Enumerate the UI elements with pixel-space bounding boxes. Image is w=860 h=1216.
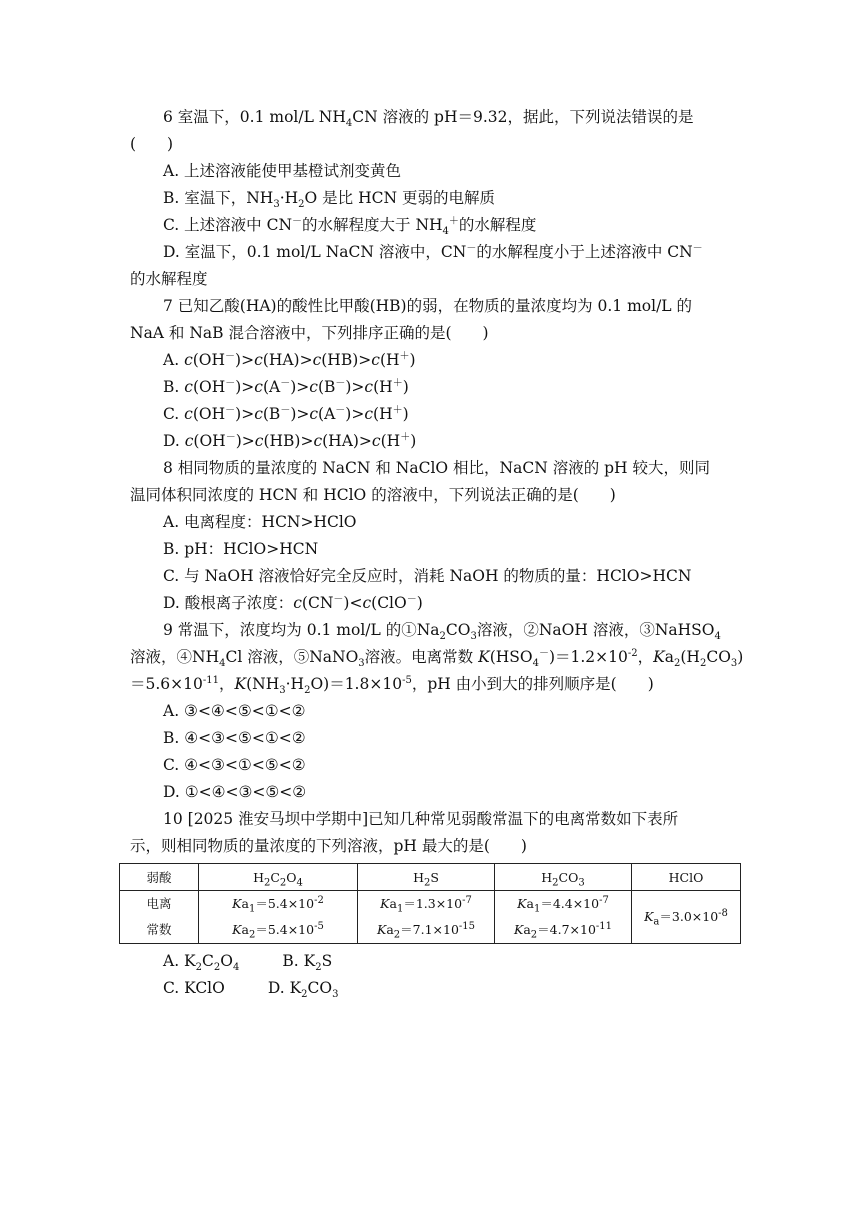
q6-paren: ( ) (130, 135, 174, 153)
cell-h2co3-constants: $Ka_1=4.4\times 10^{-7}$ $Ka_2=4.7\times 10^{-11}$ (495, 891, 632, 944)
q6-option-d-cont: 的水解程度 (130, 270, 208, 288)
row-label: 电离 常数 (120, 891, 199, 944)
cell-hclo-constant: $K_a=3.0\times 10^{-8}$ (632, 891, 741, 944)
q6-option-b: B. 室温下，$NH_3\cdot H_2O$ 是比 HCN 更弱的电解质 (163, 189, 495, 211)
q7-stem-1: 7 已知乙酸(HA)的酸性比甲酸(HB)的弱，在物质的量浓度均为 0.1 mol/L 的 (163, 297, 693, 315)
header-weak-acid: 弱酸 (120, 864, 199, 891)
q9-stem-3: $=5.6\times 10^{-11}$，$K(NH_3\cdot H_2O)=1.8\times 10^{-5}$，pH 由小到大的排列顺序是( ) (130, 674, 654, 697)
worksheet-page (130, 104, 744, 1002)
q10-option-b: B. $K_2S$ (282, 952, 333, 974)
q8-stem-2: 温同体积同浓度的 HCN 和 HClO 的溶液中，下列说法正确的是( ) (130, 486, 616, 504)
q7-option-d: D. c(OH－)>c(HB)>c(HA)>c(H＋) (163, 431, 417, 450)
q6-option-c: C. 上述溶液中 CN－的水解程度大于 $NH_4^+$的水解程度 (163, 215, 537, 238)
q7-option-b: B. c(OH－)>c(A－)>c(B－)>c(H＋) (163, 377, 409, 396)
q10-stem-1: 10 [2025 淮安马坝中学期中]已知几种常见弱酸常温下的电离常数如下表所 (163, 810, 679, 828)
q9-option-b: B. ④<③<⑤<①<② (163, 729, 306, 747)
q9-option-c: C. ④<③<①<⑤<② (163, 756, 306, 774)
q10-option-a: A. $K_2C_2O_4$ (163, 952, 240, 974)
header-h2s: $H_2S$ (358, 864, 495, 891)
header-h2co3: $H_2CO_3$ (495, 864, 632, 891)
q10-options-row-2 (130, 975, 740, 1002)
q8-option-b: B. pH：HClO>HCN (163, 540, 319, 558)
q10-option-c: C. KClO (163, 979, 225, 997)
q7-stem-2: NaA 和 NaB 混合溶液中，下列排序正确的是( ) (130, 324, 489, 342)
q10-stem-2: 示，则相同物质的量浓度的下列溶液，pH 最大的是( ) (130, 837, 527, 855)
q8-option-a: A. 电离程度：HCN>HClO (163, 513, 357, 531)
q9-stem-1: 9 常温下，浓度均为 0.1 mol/L 的$①Na_2CO_3$溶液，②NaOH 溶液，③NaHSO$_4$ (163, 621, 721, 643)
header-h2c2o4: $H_2C_2O_4$ (199, 864, 358, 891)
q6-option-a: A. 上述溶液能使甲基橙试剂变黄色 (163, 162, 402, 180)
q6-stem: 6 室温下，0.1 mol/L $NH_4CN$ 溶液的 pH＝9.32，据此，下列说法错误的是 (163, 108, 694, 130)
q7-option-c: C. c(OH－)>c(B－)>c(A－)>c(H＋) (163, 404, 409, 423)
q9-option-a: A. ③<④<⑤<①<② (163, 702, 306, 720)
q8-stem-1: 8 相同物质的量浓度的 NaCN 和 NaClO 相比，NaCN 溶液的 pH 较大，则同 (163, 459, 710, 477)
cell-h2s-constants: $Ka_1=1.3\times 10^{-7}$ $Ka_2=7.1\times 10^{-15}$ (358, 891, 495, 944)
q7-option-a: A. c(OH－)>c(HA)>c(HB)>c(H＋) (163, 350, 416, 369)
q9-option-d: D. ①<④<③<⑤<② (163, 783, 307, 801)
header-hclo: HClO (632, 864, 741, 891)
cell-h2c2o4-constants: $Ka_1=5.4\times 10^{-2}$ $Ka_2=5.4\times 10^{-5}$ (199, 891, 358, 944)
q10-option-d: D. $K_2CO_3$ (267, 979, 339, 1001)
q10-options-row-1 (130, 948, 740, 975)
table-header-row (120, 864, 741, 891)
q8-option-d: D. 酸根离子浓度：c(CN－)<c(ClO－) (163, 593, 423, 612)
ionization-constant-table (119, 863, 741, 944)
q6-option-d: D. 室温下，0.1 mol/L NaCN 溶液中，CN－的水解程度小于上述溶液中 CN－ (163, 242, 703, 261)
table-data-row (120, 891, 741, 944)
q8-option-c: C. 与 NaOH 溶液恰好完全反应时，消耗 NaOH 的物质的量：HClO>HCN (163, 567, 692, 585)
q9-stem-2: 溶液，$④NH_4Cl$ 溶液，⑤NaNO$_3$溶液。电离常数 $K(HSO_4^-)=1.2\times 10^{-2}$，$Ka_2(H_2CO_3)$ (130, 647, 744, 670)
